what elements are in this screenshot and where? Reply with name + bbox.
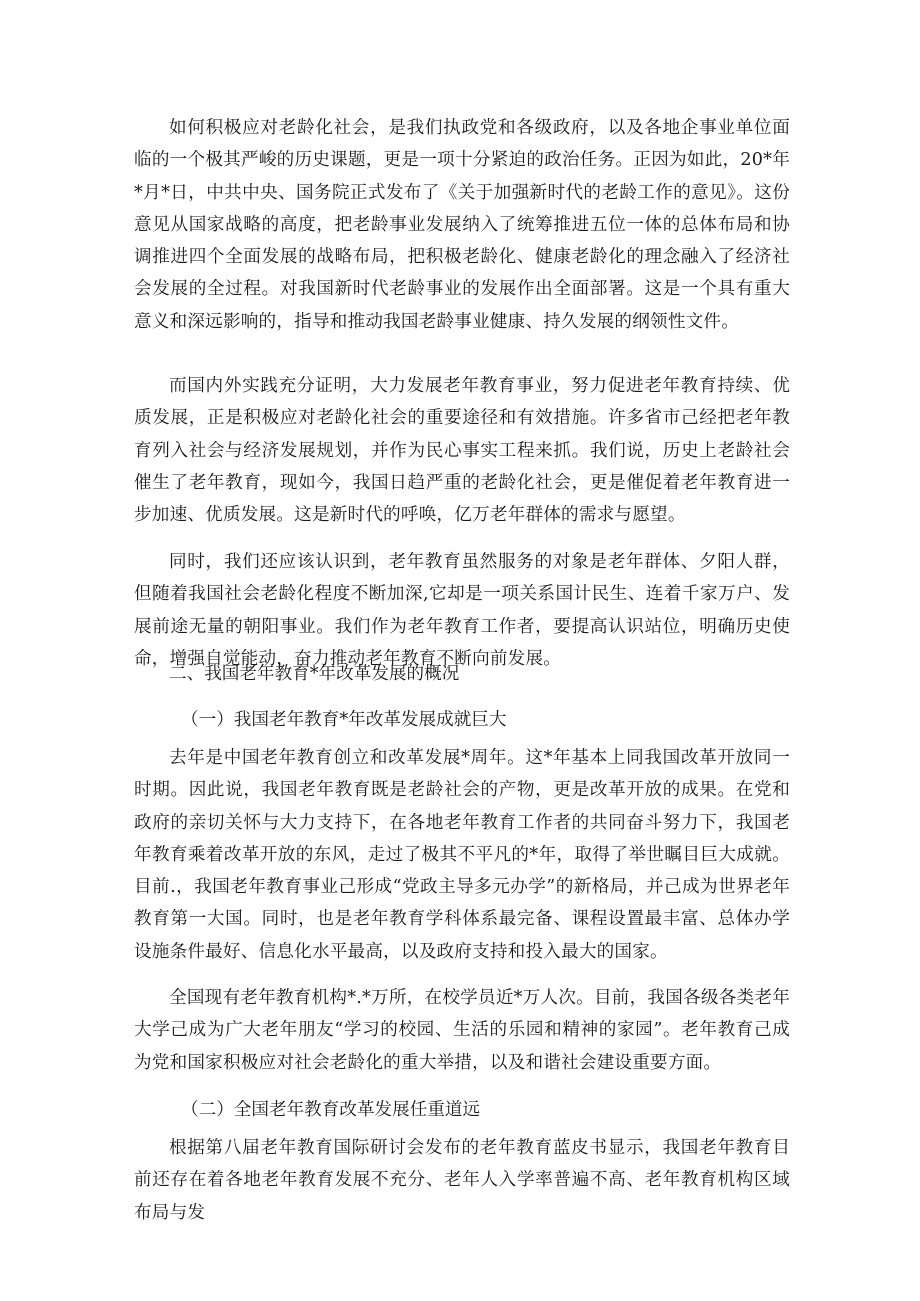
section-heading-2: 二、我国老年教育*年改革发展的概况 (169, 664, 460, 684)
subsection-heading-1: （一）我国老年教育*年改革发展成就巨大 (181, 710, 507, 730)
paragraph-6: 根据第八届老年教育国际研讨会发布的老年教育蓝皮书显示，我国老年教育目前还存在着各地老年教育发展不充分、老年人入学率普遍不高、老年教育机构区域布局与发 (134, 1138, 790, 1223)
paragraph-4: 去年是中国老年教育创立和改革发展*周年。这*年基本上同我国改革开放同一时期。因此说，我国老年教育既是老龄社会的产物，更是改革开放的成果。在党和政府的亲切关怀与大力支持下，在各地老年教育工作者的共同奋斗努力下，我国老年教育乘着改革开放的东风，走过了极其不平凡的*年，取得了举世瞩目巨大成就。目前.，我国老年教育事业己形成“党政主导多元办学”的新格局，并己成为世界老年教育第一大国。同时，也是老年教育学科体系最完备、课程设置最丰富、总体办学设施条件最好、信息化水平最高，以及政府支持和投入最大的国家。 (134, 748, 790, 962)
paragraph-2: 而国内外实践充分证明，大力发展老年教育事业，努力促进老年教育持续、优质发展，正是积极应对老龄化社会的重要途径和有效措施。许多省市己经把老年教育列入社会与经济发展规划，并作为民心事实工程来抓。我们说，历史上老龄社会催生了老年教育，现如今，我国日趋严重的老龄化社会，更是催促着老年教育进一步加速、优质发展。这是新时代的呼唤，亿万老年群体的需求与愿望。 (134, 376, 790, 526)
paragraph-1: 如何积极应对老龄化社会，是我们执政党和各级政府，以及各地企事业单位面临的一个极其严峻的历史课题，更是一项十分紧迫的政治任务。正因为如此，20*年*月*日，中共中央、国务院正式发布了《关于加强新时代的老龄工作的意见》。这份意见从国家战略的高度，把老龄事业发展纳入了统筹推进五位一体的总体布局和协调推进四个全面发展的战略布局，把积极老龄化、健康老龄化的理念融入了经济社会发展的全过程。对我国新时代老龄事业的发展作出全面部署。这是一个具有重大意义和深远影响的，指导和推动我国老龄事业健康、持久发展的纲领性文件。 (134, 118, 790, 332)
subsection-heading-2: （二）全国老年教育改革发展任重道远 (181, 1100, 481, 1120)
paragraph-3: 同时，我们还应该认识到，老年教育虽然服务的对象是老年群体、夕阳人群，但随着我国社会老龄化程度不断加深,它却是一项关系国计民生、连着千家万户、发展前途无量的朝阳事业。我们作为老年教育工作者，要提高认识站位，明确历史使命，增强自觉能动，奋力推动老年教育不断向前发展。 (134, 552, 790, 669)
paragraph-5: 全国现有老年教育机构*.*万所，在校学员近*万人次。目前，我国各级各类老年大学己成为广大老年朋友“学习的校园、生活的乐园和精神的家园”。老年教育己成为党和国家积极应对社会老龄化的重大举措，以及和谐社会建设重要方面。 (134, 988, 790, 1073)
